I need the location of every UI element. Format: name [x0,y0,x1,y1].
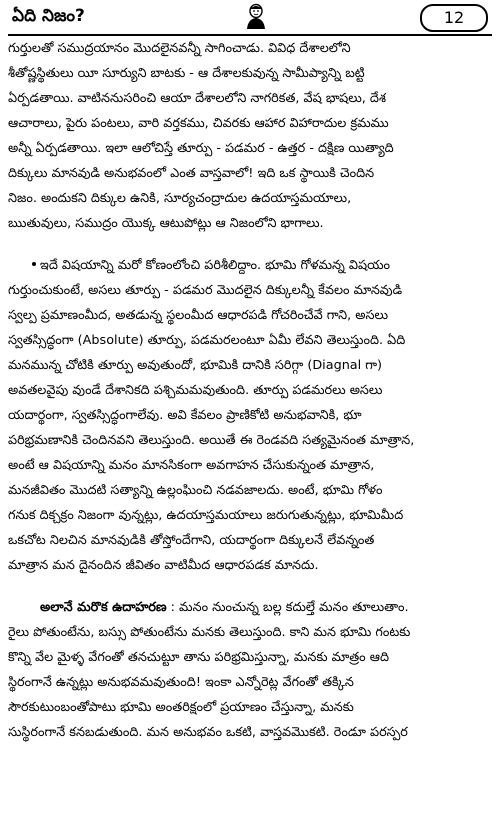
text-line: గుర్తులతో సముద్రయానం మొదలైనవన్నీ సాగించాడు. వివిధ దేశాలలోని [8,41,351,56]
text-line: ఋతువులు, సముద్రం యొక్క ఆటుపోట్లు ఆ నిజంలోని భాగాలు. [8,216,324,231]
text-line: పరిభ్రమణానికి చెందినవని తెలుస్తుంది. అయితే ఈ రెండవది సత్యమైనంత మాత్రాన, [8,433,415,448]
text-line: సుస్థిరంగానే కనబడుతుంది. మన అనుభవం ఒకటి, వాస్తవమొకటి. రెండూ పరస్పర [8,725,408,740]
text-line: స్థిరంగానే ఉన్నట్లు అనుభవమవుతుంది! ఇంకా ఎన్నోరెట్ల వేగంతో తక్కిన [8,675,354,690]
text-line-rest: : మనం నుంచున్న బల్ల కదుల్తే మనం తూలుతాం. [170,600,409,615]
text-line: యదార్థంగా, స్వతస్సిద్ధంగాలేవు. అవి కేవలం ప్రాణికోటి అనుభవానికి, భూ [8,408,362,423]
text-line: కొన్ని వేల మైళ్ళ వేగంతో తనచుట్టూ తాను పరిభ్రమిస్తున్నా, మనకు మాత్రం ఆది [8,650,389,665]
text-line: దిక్కులు మానవుడి అనుభవంలో ఎంత వాస్తవాలో! ఇది ఒక స్థాయికి చెందిన [8,166,375,181]
text-line: ఒకచోట నిలచిన మానవుడికి తోస్తోందేగాని, యదార్థంగా దిక్కులనే లేవన్నంత [8,533,375,548]
text-line: అన్నీ ఏర్పడతాయి. ఇలా ఆలోచిస్తే తూర్పు - పడమర - ఉత్తర - దక్షిణ యిత్యాది [8,141,394,156]
text-line: గనుక దిక్చక్రం నిజంగా వున్నట్లు, ఉదయాస్తమయాలు జరుగుతున్నట్లు, భూమిమీద [8,508,404,523]
text-line: సౌరకుటుంబంతోపాటు భూమి అంతరిక్షంలో ప్రయాణం చేస్తున్నా, మనకు [8,700,354,715]
paragraph-marker [32,262,36,266]
text-line: ఇదే విషయాన్ని మరో కోణంలోంచి పరిశీలిద్దాం. భూమి గోళమన్న విషయం [40,258,391,273]
text-line: ఆచారాలు, పైరు పంటలు, వారి వర్తకము, చివరకు ఆహార విహారాదుల క్రమము [8,116,389,131]
example-lead: అలానే మరొక ఉదాహరణ [40,600,167,615]
text-line: స్వల్ప ప్రమాణంమీద, అతడున్న స్థలంమీద ఆధారపడి గోచరించేవే గాని, అసలు [8,308,389,323]
page-title: ఏది నిజం? [12,6,85,26]
text-line [40,596,409,620]
text-line: మాత్రాన మన దైనందిన జీవితం వాటిమీద ఆధారపడక మానదు. [8,558,319,573]
text-line: నిజం. అందుకని దిక్కుల ఉనికి, సూర్యచంద్రాదుల ఉదయాస్తమయాలు, [8,191,352,206]
author-portrait-icon [245,3,267,29]
text-line: రైలు పోతుంటేను, బస్సు పోతుంటేను మనకు తెలుస్తుంది. కాని మన భూమి గంటకు [8,625,411,640]
page-number: 12 [420,4,488,32]
text-line: అవతలవైపు వుండే దేశానికది పశ్చిమమవుతుంది. తూర్పు పడమరలు అసలు [8,383,383,398]
text-line: మనజీవితం మొదటి సత్యాన్ని ఉల్లంఘించి నడవజాలదు. అంటే, భూమి గోళం [8,483,383,498]
text-line: గుర్తుంచుకుంటే, అసలు తూర్పు - పడమర మొదలైన దిక్కులన్నీ కేవలం మానవుడి [8,283,403,298]
text-line: స్వతస్సిద్ధంగా (Absolute) తూర్పు, పడమరలంటూ ఏమీ లేవని తెలుస్తుంది. ఏది [8,333,406,348]
page-header [8,0,492,36]
text-line: శీతోష్ణస్థితులు యీ సూర్యుని బాటకు - ఆ దేశాలకువున్న సామీప్యాన్ని బట్టి [8,66,365,81]
text-line: మనమున్న చోటికి తూర్పు అవుతుందో, భూమికి దానికి సరిగ్గా (Diagnal గా) [8,358,383,373]
text-line: అంటే ఆ విషయాన్ని మనం మానసికంగా అవగాహన చేసుకున్నంత మాత్రాన, [8,458,375,473]
text-line: ఏర్పడతాయి. వాటిననుసరించి ఆయా దేశాలలోని నాగరికత, వేష భాషలు, దేశ [8,91,386,106]
